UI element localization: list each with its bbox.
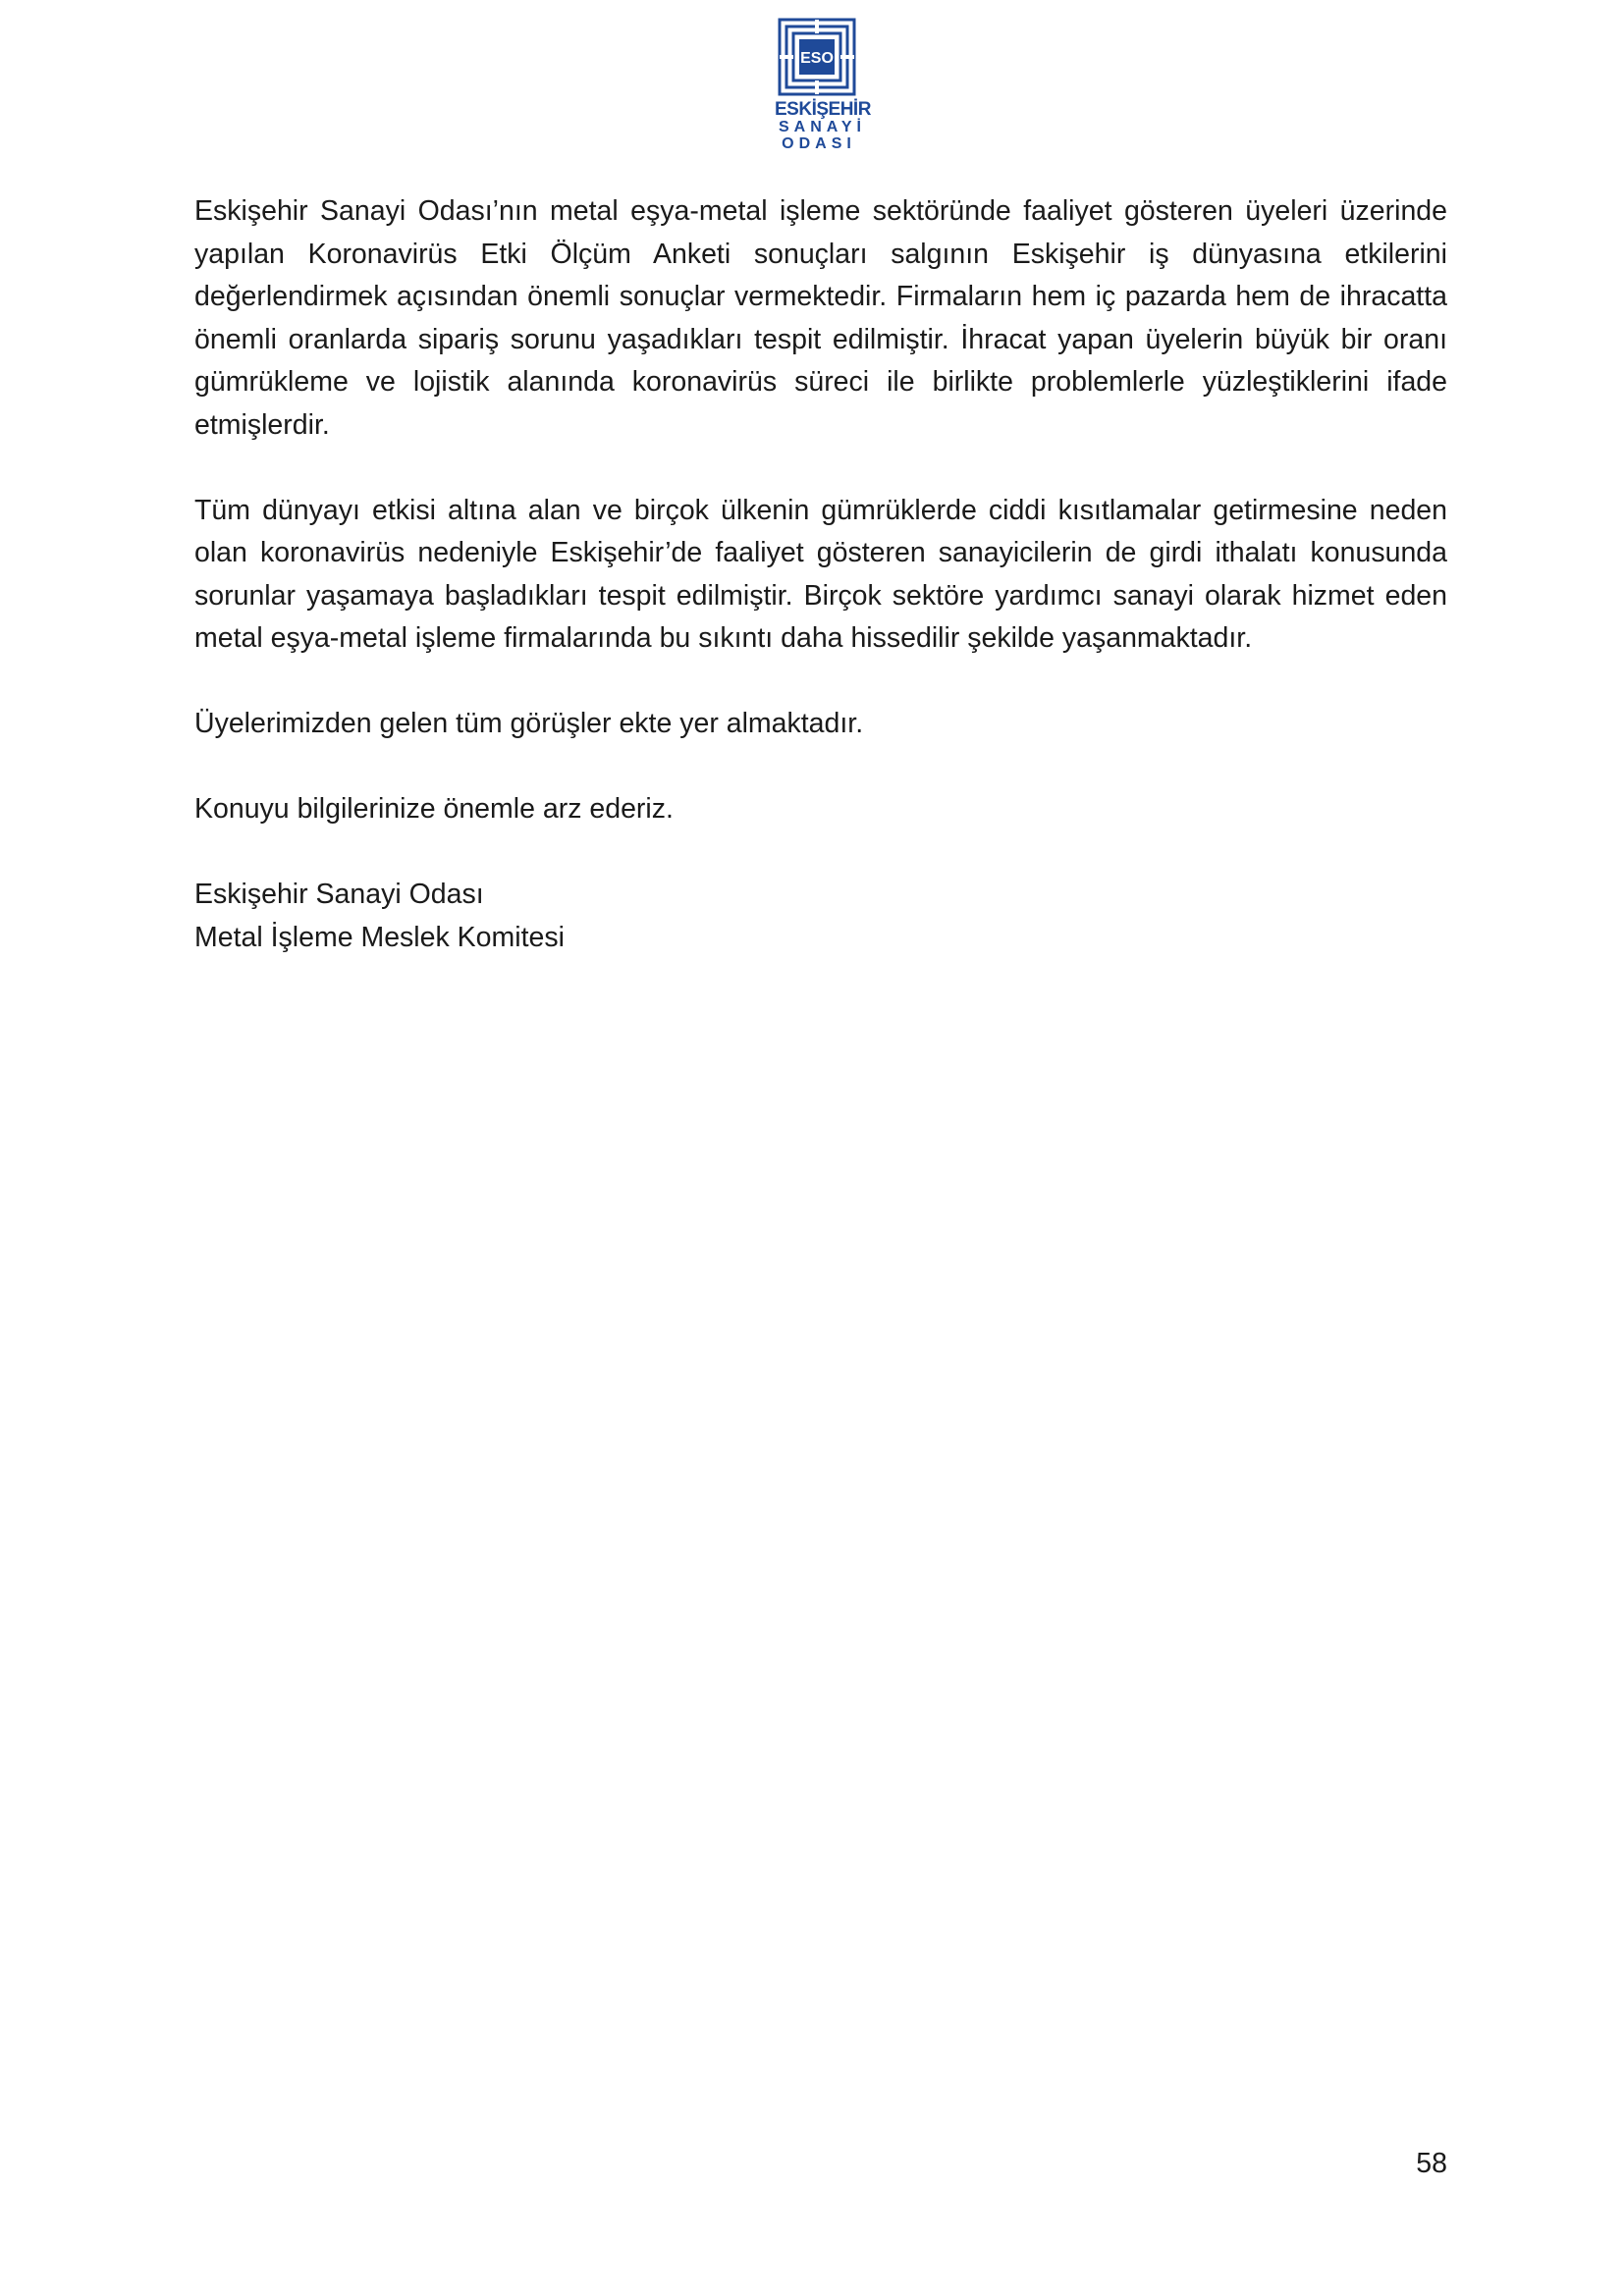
logo-line-eskisehir: ESKİŞEHİR [775,99,871,120]
signature-block [194,874,1447,959]
page-number: 58 [1416,2148,1447,2179]
body-paragraph-3: Üyelerimizden gelen tüm görüşler ekte yer almaktadır. [194,708,864,739]
body-paragraph-4: Konuyu bilgilerinize önemle arz ederiz. [194,793,674,825]
body-paragraph-2: Tüm dünyayı etkisi altına alan ve birçok ülkenin gümrüklerde ciddi kısıtlamalar getirmesine neden olan koronavirüs nedeniyle Eskişehir’de faaliyet gösteren sanayicilerin de girdi ithalatı konusunda sorunlar yaşamaya başladıkları tespit edilmiştir. Birçok sektöre yardımcı sanayi olarak hizmet eden metal eşya-metal işleme firmalarında bu sıkıntı daha hissedilir şekilde yaşanmaktadır. [194,494,1447,654]
letter-body [194,190,1447,959]
signature-committee: Metal İşleme Meslek Komitesi [194,921,565,953]
logo-acronym: ESO [800,50,834,67]
body-paragraph-1: Eskişehir Sanayi Odası’nın metal eşya-metal işleme sektöründe faaliyet gösteren üyeleri üzerinde yapılan Koronavirüs Etki Ölçüm Anketi sonuçları salgının Eskişehir iş dünyasına etkilerini değerlendirmek açısından önemli sonuçlar vermektedir. Firmaların hem iç pazarda hem de ihracatta önemli oranlarda sipariş sorunu yaşadıkları tespit edilmiştir. İhracat yapan üyelerin büyük bir oranı gümrükleme ve lojistik alanında koronavirüs süreci ile birlikte problemlerle yüzleştiklerini ifade etmişlerdir. [194,195,1447,441]
logo-line-sanayi: SANAYİ [779,119,866,135]
eso-logo [775,18,871,167]
eso-emblem-icon [778,18,856,96]
logo-line-odasi: ODASI [782,135,856,152]
signature-organization: Eskişehir Sanayi Odası [194,879,484,910]
